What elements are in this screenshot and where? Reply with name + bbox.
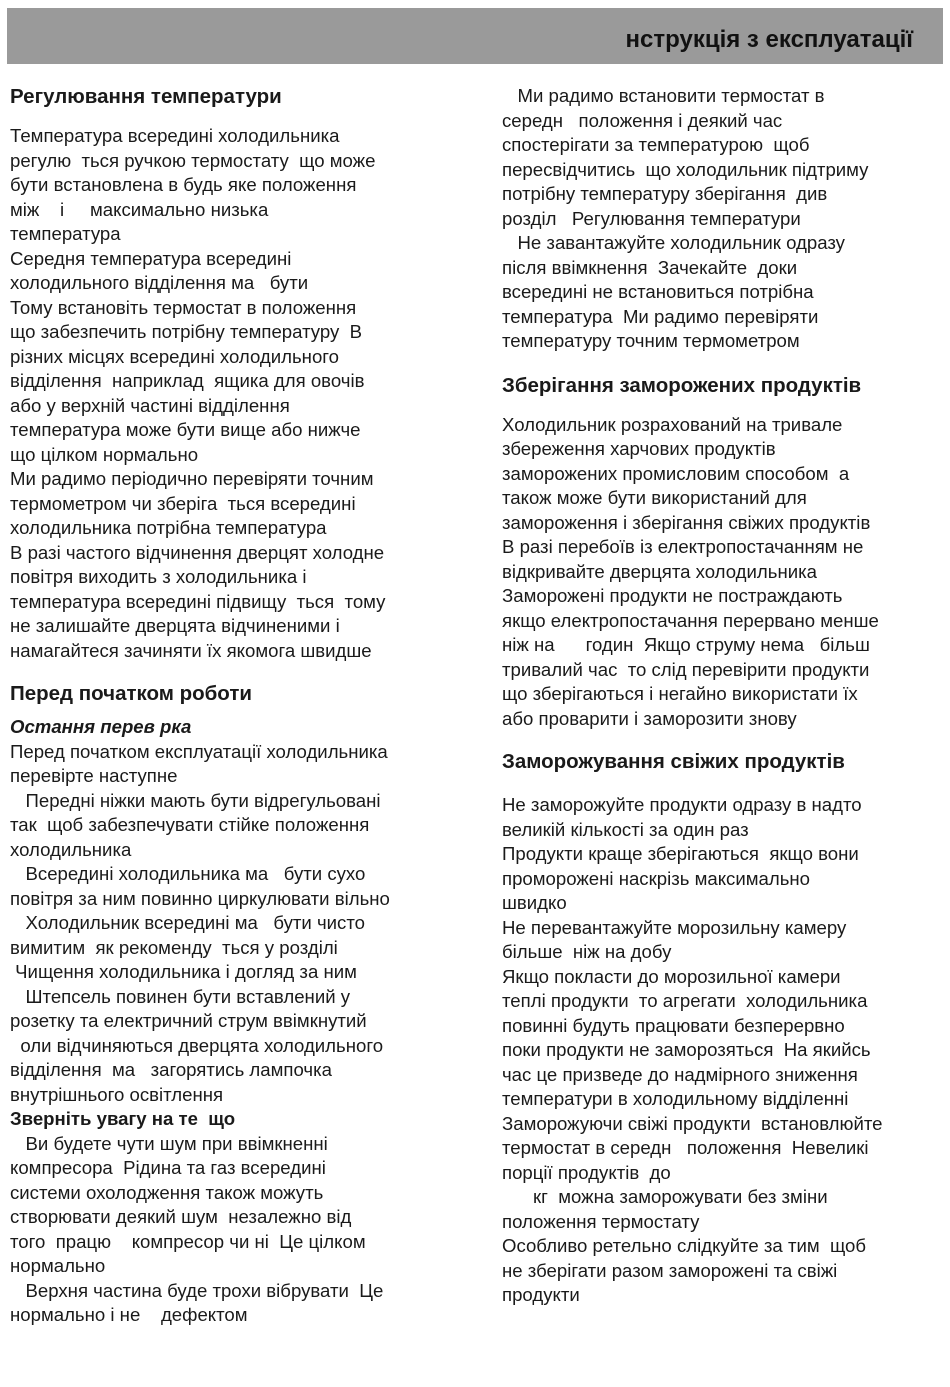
final-check-subheading: Остання перев рка (10, 716, 192, 737)
text-line: час це призведе до надмірного зниження (502, 1063, 858, 1085)
text-line: збереження харчових продуктів (502, 438, 776, 459)
text-line: Температура всередині холодильника (10, 125, 340, 146)
text-line: В разі частого відчинення дверцят холодне (10, 541, 385, 563)
text-line: що забезпечить потрібну температуру В (10, 321, 363, 342)
text-line: Не перевантажуйте морозильну камеру (502, 916, 847, 938)
text-line: або проварити і заморозити знову (502, 707, 797, 729)
text-line: перевірте наступне (10, 765, 178, 786)
text-line: температура всередині підвищу ться тому (10, 590, 386, 612)
text-line: Якщо покласти до морозильної камери (502, 965, 841, 987)
text-line: Ми радимо періодично перевіряти точним (10, 468, 374, 489)
text-line: Особливо ретельно слідкуйте за тим щоб (502, 1235, 867, 1256)
text-line: нормально і не дефектом (10, 1304, 248, 1325)
text-line: кг можна заморожувати без зміни (502, 1186, 828, 1207)
text-line: температура (10, 223, 121, 244)
text-line: внутрішнього освітлення (10, 1083, 224, 1105)
text-line: продукти (502, 1284, 580, 1305)
text-line: або у верхній частині відділення (10, 394, 290, 416)
text-line: що зберігаються і негайно використати їх (502, 683, 858, 704)
text-line: Не завантажуйте холодильник одразу (502, 232, 845, 253)
text-line: не зберігати разом заморожені та свіжі (502, 1259, 838, 1281)
text-line: повітря за ним повинно циркулювати вільно (10, 887, 390, 909)
text-line: спостерігати за температурою щоб (502, 134, 810, 155)
text-line: Передні ніжки мають бути відрегульовані (10, 789, 381, 811)
text-line: відділення ма загорятись лампочка (10, 1059, 332, 1080)
text-line: Перед початком експлуатації холодильника (10, 740, 388, 762)
text-line: потрібну температуру зберігання див (502, 183, 828, 204)
final-check-text (10, 740, 490, 1108)
text-line: відкривайте дверцята холодильника (502, 560, 817, 582)
text-line: регулю ться ручкою термостату що може (10, 149, 376, 171)
text-line: що цілком нормально (10, 443, 199, 465)
text-line: Холодильник розрахований на тривале (502, 413, 843, 435)
text-line: замороження і зберігання свіжих продуктів (502, 511, 871, 533)
right-column (502, 80, 947, 1308)
text-line: холодильника (10, 838, 132, 860)
text-line: повітря виходить з холодильника і (10, 566, 307, 587)
text-line: Верхня частина буде трохи вібрувати Це (10, 1279, 384, 1301)
text-line: якщо електропостачання перервано менше (502, 609, 879, 631)
text-line: температура Ми радимо перевіряти (502, 305, 819, 327)
text-line: нормально (10, 1255, 106, 1276)
text-line: розетку та електричний струм ввімкнутий (10, 1010, 367, 1031)
text-line: холодильника потрібна температура (10, 517, 327, 538)
text-line: більше ніж на добу (502, 941, 672, 962)
attention-text (10, 1132, 490, 1328)
text-line: намагайтеся зачиняти їх якомога швидше (10, 639, 372, 661)
text-line: ніж на годин Якщо струму нема більш (502, 634, 870, 655)
fresh-freezing-heading: Заморожування свіжих продуктів (502, 750, 845, 773)
attention-subheading: Зверніть увагу на те що (10, 1108, 236, 1129)
text-line: повинні будуть працювати безперервно (502, 1014, 845, 1036)
text-line: Середня температура всередині (10, 247, 292, 269)
text-line: після ввімкнення Зачекайте доки (502, 256, 798, 278)
text-line: температура може бути вище або нижче (10, 419, 361, 440)
frozen-storage-heading: Зберігання заморожених продуктів (502, 373, 862, 397)
text-line: компресора Рідина та газ всередині (10, 1157, 326, 1178)
text-line: температури в холодильному відділенні (502, 1088, 849, 1109)
before-start-heading: Перед початком роботи (10, 682, 252, 705)
text-line: температуру точним термометром (502, 330, 800, 351)
text-line: положення термостату (502, 1210, 700, 1232)
text-line: поки продукти не заморозяться На якийсь (502, 1039, 871, 1060)
text-line: заморожених промисловим способом а (502, 462, 850, 484)
text-line: В разі перебоїв із електропостачанням не (502, 536, 864, 557)
text-line: всередині не встановиться потрібна (502, 281, 814, 302)
text-line: термометром чи зберіга ться всередині (10, 492, 356, 514)
text-line: так щоб забезпечувати стійке положення (10, 814, 370, 835)
text-line: Не заморожуйте продукти одразу в надто (502, 794, 862, 815)
text-line: Ми радимо встановити термостат в (502, 85, 825, 106)
text-line: відділення наприклад ящика для овочів (10, 370, 365, 391)
text-line: швидко (502, 892, 567, 913)
text-line: тривалий час то слід перевірити продукти (502, 658, 870, 680)
text-line: оли відчиняються дверцята холодильного (10, 1034, 384, 1056)
text-line: Чищення холодильника і догляд за ним (10, 961, 357, 982)
text-line: розділ Регулювання температури (502, 207, 801, 229)
text-line: теплі продукти то агрегати холодильника (502, 990, 868, 1011)
text-line: того працю компресор чи ні Це цілком (10, 1230, 366, 1252)
text-line: вимитим як рекоменду ться у розділі (10, 936, 338, 958)
temperature-heading: Регулювання температури (10, 85, 282, 108)
frozen-storage-text (502, 413, 947, 732)
text-line: Ви будете чути шум при ввімкненні (10, 1132, 328, 1154)
text-line: Всередині холодильника ма бути сухо (10, 863, 366, 884)
text-line: пересвідчитись що холодильник підтриму (502, 158, 869, 180)
header-bar (7, 8, 943, 64)
text-line: Заморожені продукти не постраждають (502, 585, 843, 606)
left-column (10, 80, 490, 1328)
thermostat-intro-text (502, 84, 947, 354)
text-line: також може бути використаний для (502, 487, 807, 508)
text-line: Тому встановіть термостат в положення (10, 296, 357, 318)
text-line: Заморожуючи свіжі продукти встановлюйте (502, 1112, 883, 1134)
text-line: Штепсель повинен бути вставлений у (10, 985, 351, 1007)
page-title: нструкція з експлуатації (625, 26, 913, 53)
text-line: середн положення і деякий час (502, 109, 783, 131)
text-line: не залишайте дверцята відчиненими і (10, 615, 340, 636)
text-line: проморожені наскрізь максимально (502, 867, 811, 889)
text-line: Холодильник всередині ма бути чисто (10, 912, 365, 933)
text-line: системи охолодження також можуть (10, 1181, 324, 1203)
text-line: термостат в середн положення Невеликі (502, 1137, 869, 1158)
text-line: порції продуктів до (502, 1161, 671, 1183)
text-line: холодильного відділення ма бути (10, 272, 309, 293)
text-line: створювати деякий шум незалежно від (10, 1206, 352, 1227)
temperature-text (10, 124, 490, 663)
text-line: Продукти краще зберігаються якщо вони (502, 843, 859, 864)
text-line: різних місцях всередині холодильного (10, 345, 339, 367)
fresh-freezing-text (502, 793, 947, 1308)
text-line: між і максимально низька (10, 198, 269, 220)
text-line: великій кількості за один раз (502, 818, 749, 840)
text-line: бути встановлена в будь яке положення (10, 174, 357, 195)
